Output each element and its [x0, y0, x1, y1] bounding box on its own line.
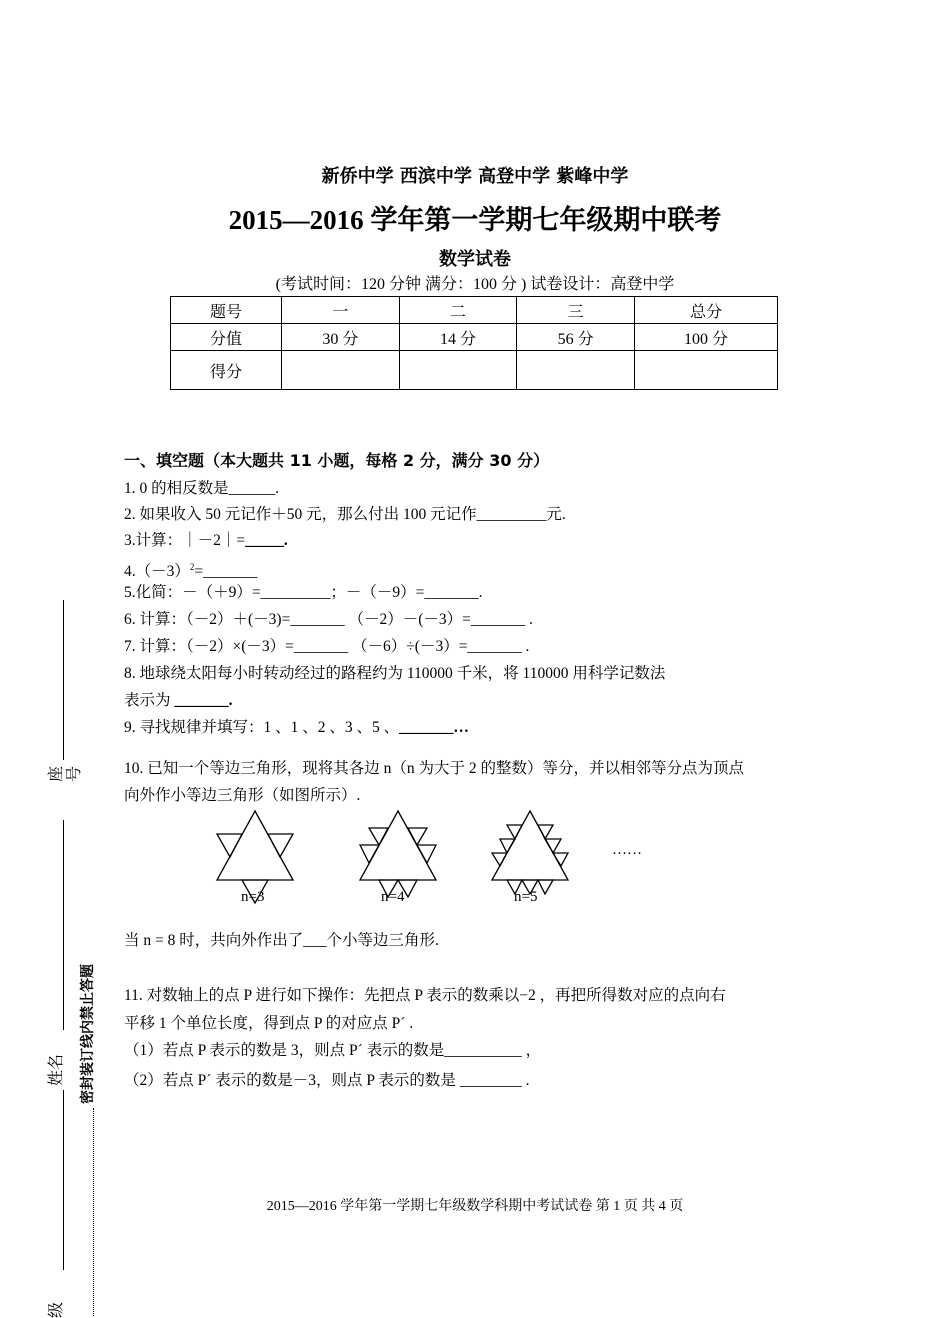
name-label: 姓名 [48, 1053, 65, 1086]
question-11-line2: 平移 1 个单位长度，得到点 P 的对应点 P´ . [124, 1015, 414, 1032]
score-value-cell: 14 分 [399, 324, 517, 351]
class-line [63, 1090, 64, 1270]
score-header-cell: 二 [399, 297, 517, 324]
question-5: 5.化简：－（＋9）=_________；－（－9）=_______. [124, 584, 483, 601]
score-table-header-row [171, 297, 778, 324]
seat-line [63, 600, 64, 760]
question-3 [124, 528, 288, 554]
score-value-cell: 分值 [171, 324, 282, 351]
score-table-score-row [171, 351, 778, 390]
question-6: 6. 计算：（－2）＋(－3)=_______ （－2）－(－3）=_______ . [124, 611, 533, 628]
question-11-sub1: （1）若点 P 表示的数是 3，则点 P´ 表示的数是__________ ， [124, 1042, 542, 1059]
triangle-n5 [492, 811, 568, 894]
score-entry-cell[interactable] [282, 351, 400, 390]
question-4-exponent: 2 [189, 562, 195, 572]
question-8-blank: _______. [174, 692, 233, 709]
figure-ellipsis: …… [612, 842, 642, 858]
class-label: 级 [48, 1301, 65, 1318]
name-line [63, 820, 64, 1030]
triangle-figure [200, 805, 680, 913]
question-9-text: 9. 寻找规律并填写：1 、1 、2 、3 、5 、 [124, 719, 400, 736]
score-label-cell: 得分 [171, 351, 282, 390]
question-4-blank: =_______ [194, 563, 258, 580]
score-value-cell: 100 分 [634, 324, 777, 351]
question-8-line2 [124, 688, 233, 714]
question-3-blank: _____. [245, 532, 288, 549]
figure-label-n3: n=3 [241, 889, 265, 905]
exam-title: 2015—2016 学年第一学期七年级期中联考 [228, 205, 722, 235]
score-entry-cell[interactable] [399, 351, 517, 390]
question-9-blank: _______… [399, 719, 469, 736]
question-2: 2. 如果收入 50 元记作＋50 元，那么付出 100 元记作_________元. [124, 506, 566, 523]
question-3-text: 3.计算：｜－2｜= [124, 532, 246, 549]
score-header-cell: 三 [517, 297, 635, 324]
score-header-cell: 题号 [171, 297, 282, 324]
subject-title: 数学试卷 [439, 249, 511, 270]
figure-label-n4: n=4 [381, 889, 405, 905]
question-8-text: 表示为 [124, 692, 175, 709]
seal-dotted-line [93, 1108, 94, 1316]
seal-notice: 密封装订线内禁止答题 [80, 964, 96, 1104]
score-table-value-row [171, 324, 778, 351]
question-8-line1: 8. 地球绕太阳每小时转动经过的路程约为 110000 千米，将 110000 用科学记数法 [124, 665, 666, 682]
score-header-cell: 一 [282, 297, 400, 324]
question-11-sub2: （2）若点 P´ 表示的数是－3，则点 P 表示的数是 ________ . [124, 1072, 530, 1089]
seat-label: 座号 [48, 765, 83, 782]
score-entry-cell[interactable] [634, 351, 777, 390]
school-names: 新侨中学 西滨中学 高登中学 紫峰中学 [321, 166, 629, 187]
question-4-text: 4.（－3） [124, 563, 190, 580]
question-10-line2: 向外作小等边三角形（如图所示）. [124, 787, 361, 804]
section-title: 一、填空题（本大题共 11 小题，每格 2 分，满分 30 分） [124, 451, 550, 470]
question-9 [124, 715, 469, 741]
figure-label-n5: n=5 [514, 889, 538, 905]
question-7: 7. 计算：（－2）×(－3）=_______ （－6）÷(－3）=_______ . [124, 638, 530, 655]
question-10-line1: 10. 已知一个等边三角形，现将其各边 n（n 为大于 2 的整数）等分，并以相邻等分点为顶点 [124, 760, 745, 777]
score-header-cell: 总分 [634, 297, 777, 324]
score-value-cell: 30 分 [282, 324, 400, 351]
page-footer: 2015—2016 学年第一学期七年级数学科期中考试试卷 第 1 页 共 4 页 [266, 1199, 684, 1214]
score-entry-cell[interactable] [517, 351, 635, 390]
question-10-answer: 当 n = 8 时，共向外作出了___个小等边三角形. [124, 932, 439, 949]
question-1: 1. 0 的相反数是______. [124, 480, 280, 497]
question-11-line1: 11. 对数轴上的点 P 进行如下操作：先把点 P 表示的数乘以−2 ，再把所得数对应的点向右 [124, 987, 726, 1004]
exam-info: (考试时间：120 分钟 满分：100 分 ) 试卷设计：高登中学 [275, 276, 675, 293]
triangle-n4 [360, 811, 436, 897]
score-value-cell: 56 分 [517, 324, 635, 351]
score-table [170, 296, 778, 390]
